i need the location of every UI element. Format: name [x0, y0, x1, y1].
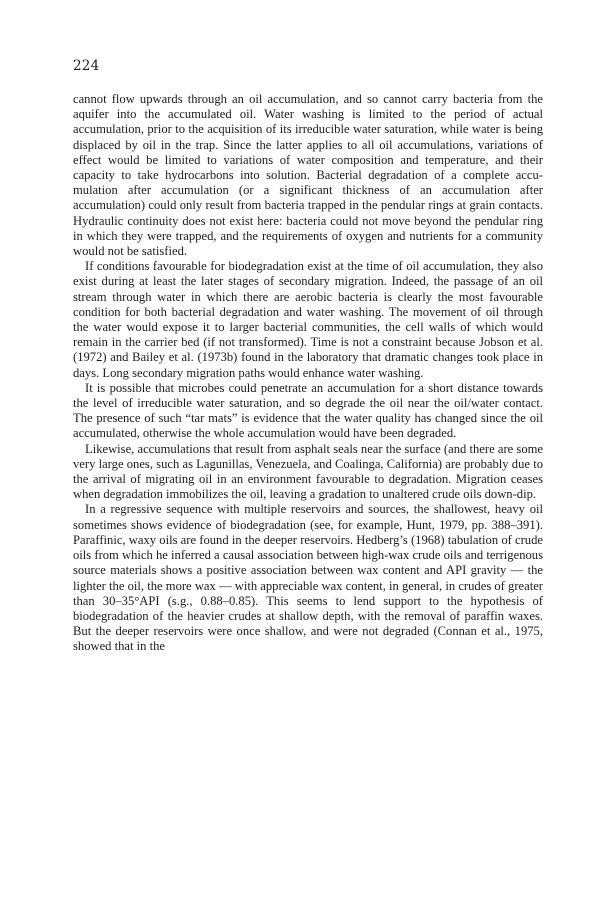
page-number: 224: [73, 58, 100, 74]
paragraph-2: If conditions favourable for biodegradation exist at the time of oil accumulation, they also exist during at least the later stages of secondary migration. Indeed, the passage of an oil stream through water in which there are aerobic bacteria is clearly the most favourable condition for both bacterial degradation and water washing. The movement of oil through the water would expose it to larger bacterial communities, the cell walls of which would remain in the carrier bed (if not transformed). Time is not a constraint because Jobson et al. (1972) and Bailey et al. (1973b) found in the laboratory that dramatic changes took place in days. Long secondary migration paths would enhance water washing.: [73, 259, 543, 380]
book-page: [73, 58, 543, 655]
paragraph-4: Likewise, accumulations that result from asphalt seals near the surface (and there are some very large ones, such as Lagunillas, Venezuela, and Coalinga, California) are probably due to the arrival of migrating oil in an environment favourable to degradation. Migration ceases when degradation immobilizes the oil, leaving a gradation to unaltered crude oils down-dip.: [73, 441, 543, 502]
paragraph-3: It is possible that microbes could penetrate an accumulation for a short distance towards the level of irreducible water saturation, and so degrade the oil near the oil/water contact. The presence of such “tar mats” is evidence that the water quality has changed since the oil accumulated, otherwise the whole accumulation would have been degraded.: [73, 380, 543, 441]
paragraph-5: In a regressive sequence with multiple reservoirs and sources, the shallowest, heavy oil sometimes shows evidence of biodegradation (see, for example, Hunt, 1979, pp. 388–391). Paraffinic, waxy oils are found in the deeper reservoirs. Hedberg’s (1968) tabulation of crude oils from which he inferred a causal association between high-wax crude oils and terrigenous source materials shows a positive association between wax content and API gravity — the lighter the oil, the more wax — with appreciable wax content, in general, in crudes of greater than 30–35°API (s.g., 0.88–0.85). This seems to lend support to the hypothesis of biodegradation of the heavier crudes at shallow depth, with the removal of paraffin waxes. But the deeper reservoirs were once shallow, and were not degraded (Connan et al., 1975, showed that in the: [73, 502, 543, 654]
paragraph-1: cannot flow upwards through an oil accumulation, and so cannot carry bacteria from the aquifer into the accumulated oil. Water washing is limited to the period of actual accumulation, prior to the acquisition of its irreducible water saturation, while water is being displaced by oil in the trap. Since the latter applies to all oil accumulations, variations of effect would be limited to variations of water composition and temperature, and their capacity to take hydrocarbons into solution. Bacterial degradation of a complete accumulation after accumulation (or a significant thickness of an accumulation after accumulation) could only result from bacteria trapped in the pendular rings at grain contacts. Hydraulic continuity does not exist here: bacteria could not move beyond the pendular ring in which they were trapped, and the requirements of oxygen and nutrients for a community would not be satisfied.: [73, 92, 543, 259]
body-text: [73, 92, 543, 655]
